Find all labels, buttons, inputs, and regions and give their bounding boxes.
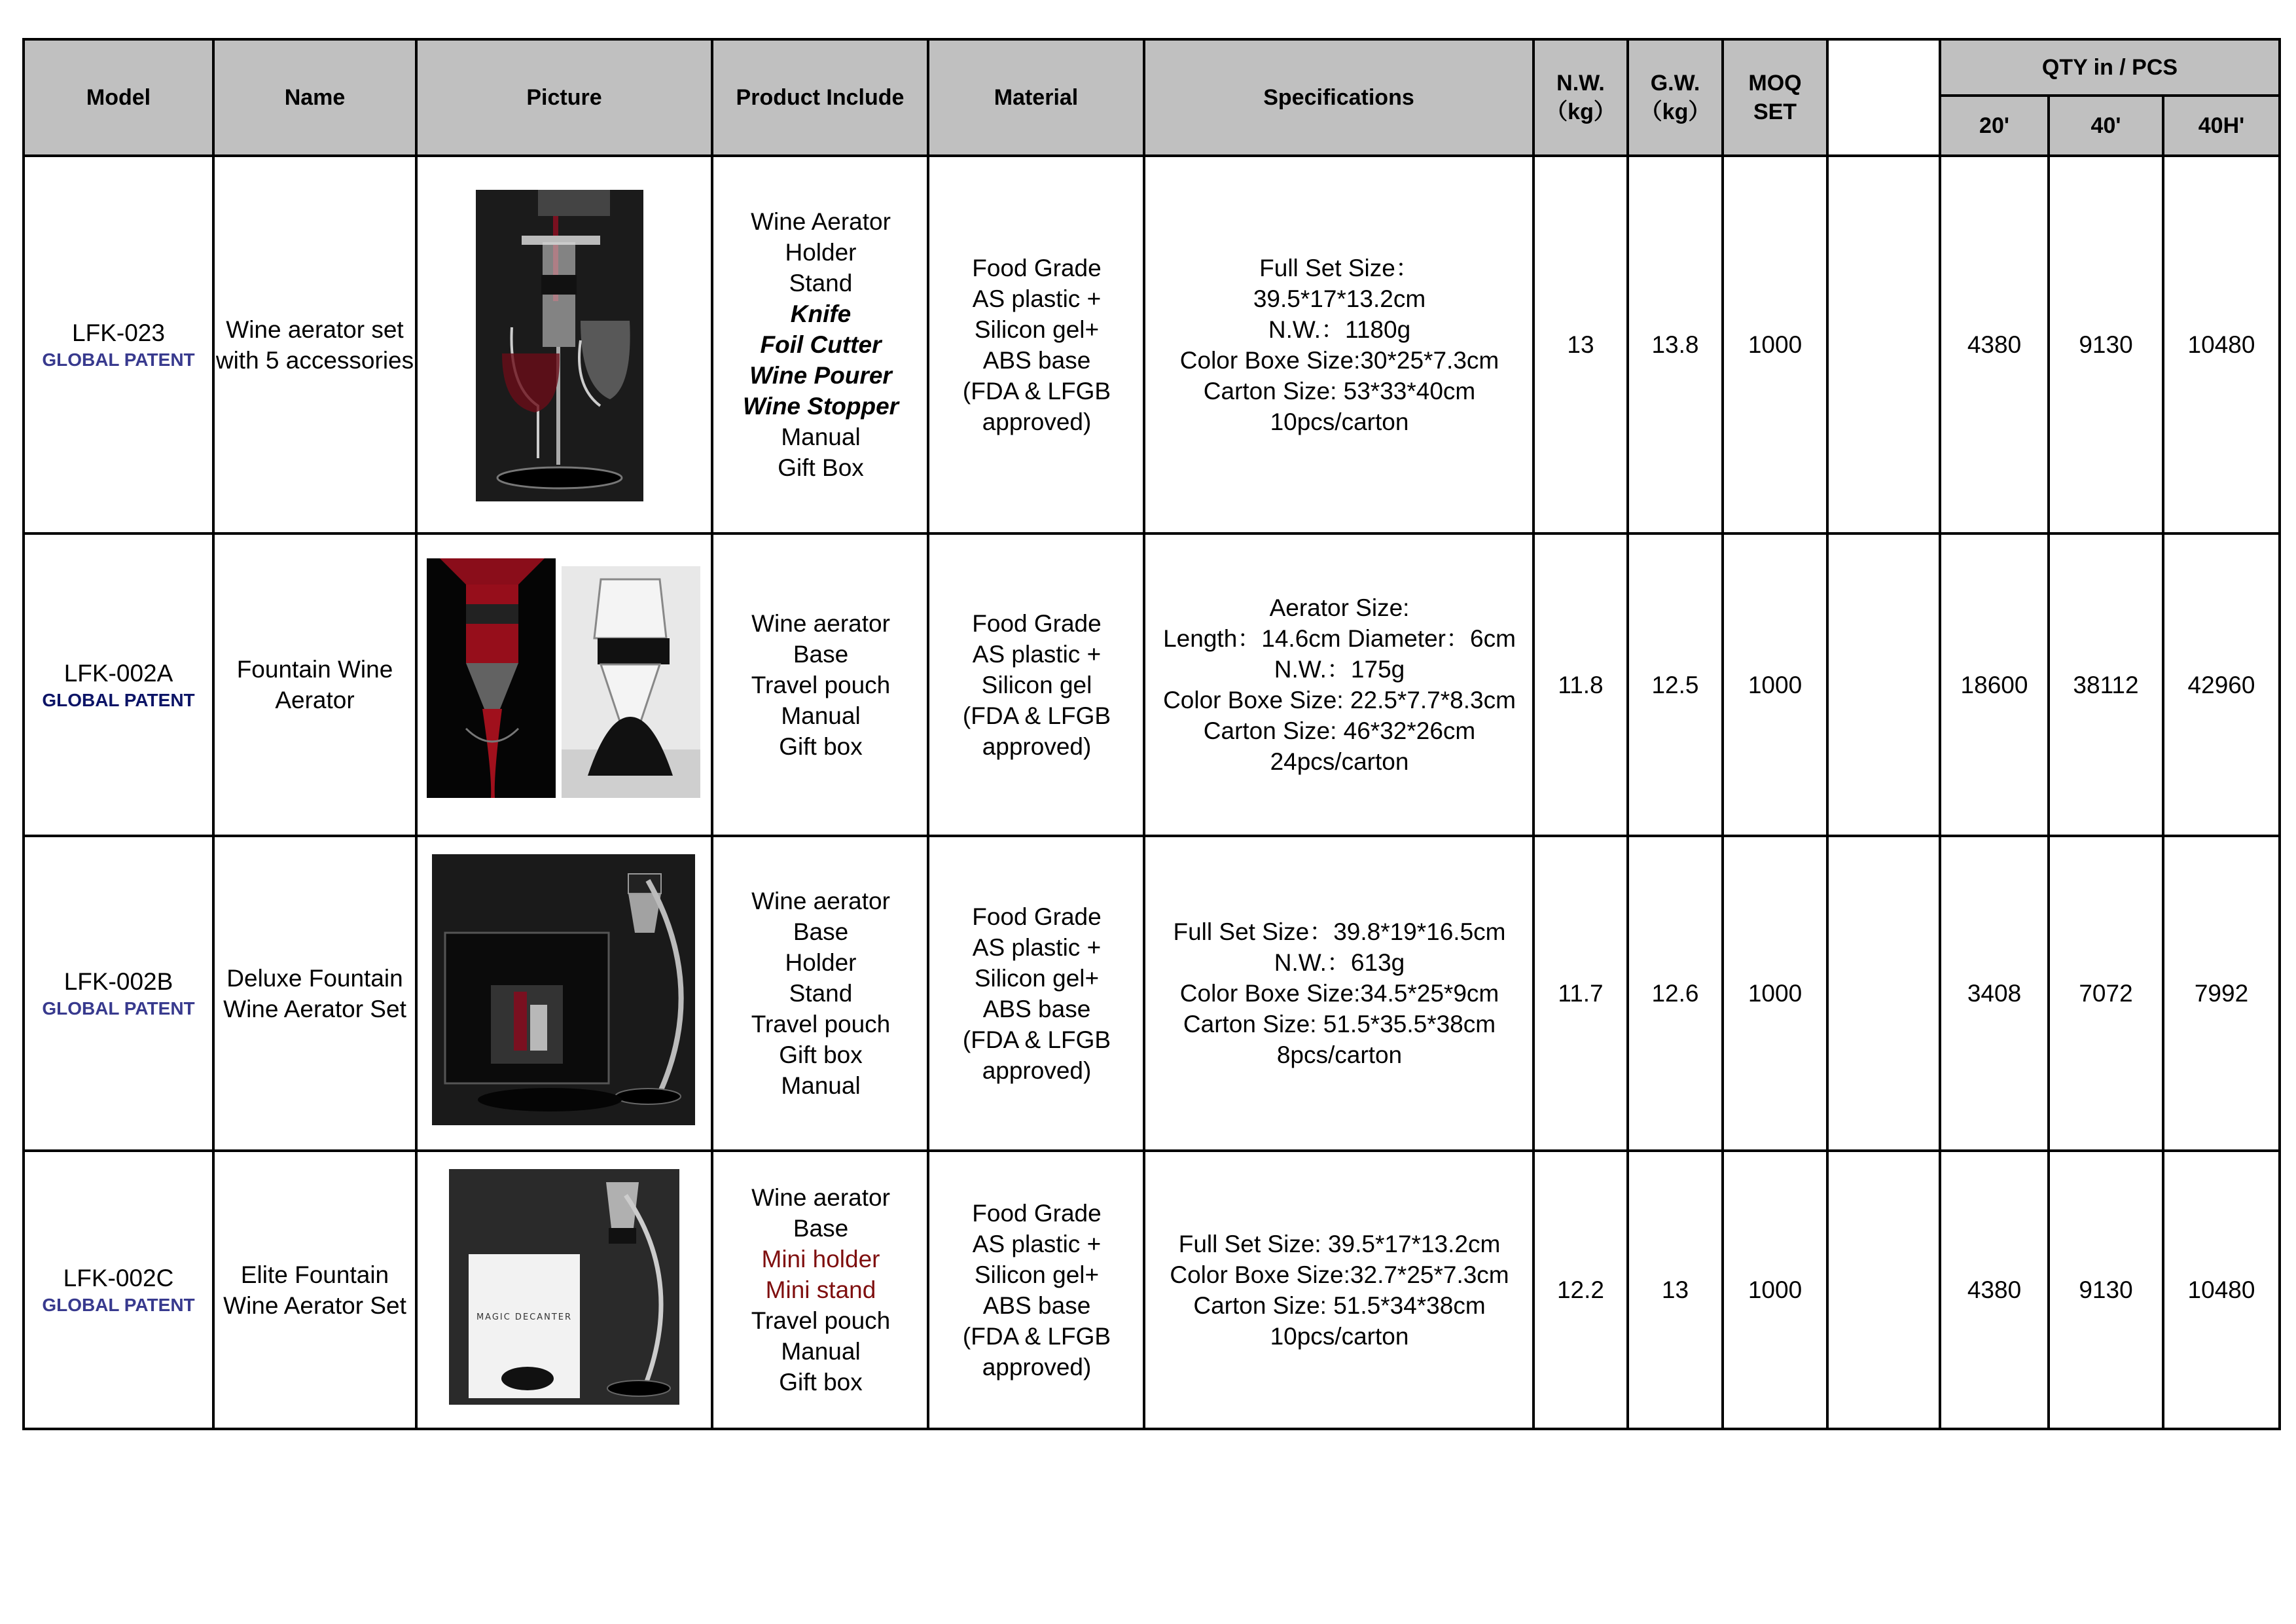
header-qty-40h: 40H'	[2163, 96, 2280, 156]
header-blank	[1827, 39, 1940, 156]
material-line: (FDA & LFGB	[962, 702, 1111, 729]
specs-cell	[1144, 1151, 1534, 1429]
include-item: Stand	[789, 980, 853, 1007]
gw-cell: 12.6	[1628, 836, 1723, 1151]
include-item: Wine aerator	[751, 609, 890, 637]
material-line: Silicon gel	[981, 671, 1092, 698]
model-cell	[24, 533, 213, 836]
include-cell	[712, 836, 928, 1151]
nw-cell: 13	[1534, 156, 1628, 533]
material-cell	[928, 156, 1144, 533]
model-code: LFK-023	[72, 319, 165, 346]
include-item: Gift box	[779, 732, 863, 760]
spec-line: 39.5*17*13.2cm	[1253, 285, 1426, 312]
include-item: Gift box	[779, 1369, 863, 1396]
header-picture: Picture	[416, 39, 712, 156]
specs-cell	[1144, 156, 1534, 533]
table-row	[24, 836, 2280, 1151]
nw-cell: 11.7	[1534, 836, 1628, 1151]
patent-label: GLOBAL PATENT	[42, 689, 195, 710]
product-photo	[427, 558, 556, 798]
moq-cell: 1000	[1723, 836, 1827, 1151]
material-line: Silicon gel+	[974, 964, 1100, 992]
material-line: Silicon gel+	[974, 316, 1100, 343]
material-line: ABS base	[982, 995, 1091, 1022]
header-nw-line1: N.W.	[1556, 71, 1605, 96]
blank-cell	[1827, 533, 1940, 836]
header-material: Material	[928, 39, 1144, 156]
spec-line: Carton Size: 53*33*40cm	[1203, 377, 1476, 405]
qty-40h-cell: 7992	[2163, 836, 2280, 1151]
patent-label: GLOBAL PATENT	[42, 350, 195, 370]
qty-40-cell: 9130	[2049, 1151, 2163, 1429]
name-cell: Deluxe Fountain Wine Aerator Set	[213, 836, 416, 1151]
header-gw-line2: （kg）	[1640, 99, 1711, 124]
name-cell: Fountain Wine Aerator	[213, 533, 416, 836]
include-item: Travel pouch	[751, 1011, 891, 1038]
include-item: Gift box	[779, 1041, 863, 1068]
gw-cell: 12.5	[1628, 533, 1723, 836]
material-line: AS plastic +	[972, 1230, 1102, 1257]
include-item: Knife	[790, 300, 852, 327]
qty-40h-cell: 42960	[2163, 533, 2280, 836]
spec-line: Carton Size: 51.5*34*38cm	[1193, 1291, 1486, 1319]
include-item: Travel pouch	[751, 671, 891, 698]
nw-cell: 12.2	[1534, 1151, 1628, 1429]
include-item: Manual	[781, 1072, 861, 1099]
header-nw-line2: （kg）	[1545, 99, 1616, 124]
model-cell	[24, 156, 213, 533]
picture-cell	[416, 1151, 712, 1429]
header-model: Model	[24, 39, 213, 156]
moq-cell: 1000	[1723, 156, 1827, 533]
material-line: AS plastic +	[972, 933, 1102, 961]
header-moq-line1: MOQ	[1748, 71, 1802, 96]
material-line: approved)	[982, 1056, 1092, 1084]
blank-cell	[1827, 156, 1940, 533]
qty-20-cell: 4380	[1940, 1151, 2049, 1429]
material-line: Food Grade	[972, 1199, 1102, 1227]
material-line: Food Grade	[972, 254, 1102, 281]
blank-cell	[1827, 836, 1940, 1151]
patent-label: GLOBAL PATENT	[42, 1295, 195, 1315]
spec-line: 10pcs/carton	[1270, 1322, 1409, 1350]
picture-cell	[416, 156, 712, 533]
include-item: Holder	[785, 239, 857, 266]
include-cell	[712, 156, 928, 533]
header-moq	[1723, 39, 1827, 156]
header-qty-40: 40'	[2049, 96, 2163, 156]
product-photo	[432, 854, 695, 1125]
include-item: Manual	[781, 1338, 861, 1365]
spec-line: Full Set Size: 39.5*17*13.2cm	[1178, 1230, 1501, 1257]
spec-line: Aerator Size:	[1269, 594, 1410, 621]
include-item: Manual	[781, 702, 861, 729]
product-photo	[562, 566, 700, 798]
include-item: Wine Aerator	[751, 208, 891, 235]
spec-line: N.W.：175g	[1274, 656, 1405, 683]
moq-cell: 1000	[1723, 1151, 1827, 1429]
qty-40-cell: 7072	[2049, 836, 2163, 1151]
header-moq-line2: SET	[1753, 99, 1797, 124]
specs-cell	[1144, 533, 1534, 836]
include-cell	[712, 1151, 928, 1429]
table-row	[24, 1151, 2280, 1429]
spec-line: Carton Size: 51.5*35.5*38cm	[1183, 1011, 1496, 1038]
include-item: Holder	[785, 949, 857, 976]
blank-cell	[1827, 1151, 1940, 1429]
material-line: approved)	[982, 408, 1092, 435]
material-line: AS plastic +	[972, 285, 1102, 312]
material-line: AS plastic +	[972, 640, 1102, 668]
qty-40-cell: 9130	[2049, 156, 2163, 533]
include-item: Wine aerator	[751, 888, 890, 914]
name-cell: Elite Fountain Wine Aerator Set	[213, 1151, 416, 1429]
header-specifications: Specifications	[1144, 39, 1534, 156]
qty-20-cell: 4380	[1940, 156, 2049, 533]
include-item: Foil Cutter	[760, 331, 882, 358]
spec-line: Carton Size: 46*32*26cm	[1203, 717, 1476, 744]
include-item: Wine Pourer	[749, 362, 892, 389]
header-gw-line1: G.W.	[1650, 71, 1700, 96]
spec-line: Full Set Size：	[1259, 254, 1420, 281]
material-cell	[928, 1151, 1144, 1429]
qty-20-cell: 18600	[1940, 533, 2049, 836]
spec-line: 8pcs/carton	[1276, 1041, 1403, 1068]
include-item: Base	[793, 1215, 849, 1242]
include-item: Wine aerator	[751, 1184, 890, 1211]
model-cell	[24, 1151, 213, 1429]
spec-line: N.W.：1180g	[1268, 316, 1411, 343]
include-cell	[712, 533, 928, 836]
spec-line: Color Boxe Size:34.5*25*9cm	[1179, 980, 1499, 1007]
include-item: Base	[793, 640, 849, 668]
include-item: Mini stand	[765, 1276, 876, 1303]
material-line: approved)	[982, 1353, 1092, 1380]
include-item: Wine Stopper	[742, 393, 899, 420]
material-line: Food Grade	[972, 903, 1102, 930]
header-nw	[1534, 39, 1628, 156]
photo-box-label: MAGIC DECANTER	[476, 1312, 573, 1322]
model-cell	[24, 836, 213, 1151]
header-gw	[1628, 39, 1723, 156]
include-item: Base	[793, 918, 849, 945]
product-table	[22, 38, 2281, 1430]
material-cell	[928, 533, 1144, 836]
header-qty: QTY in / PCS	[1940, 39, 2280, 96]
material-line: ABS base	[982, 346, 1091, 374]
qty-40h-cell: 10480	[2163, 1151, 2280, 1429]
spec-line: Color Boxe Size: 22.5*7.7*8.3cm	[1163, 687, 1516, 713]
picture-cell	[416, 836, 712, 1151]
include-item: Stand	[789, 270, 853, 297]
material-line: ABS base	[982, 1291, 1091, 1319]
spec-line: Length：14.6cm Diameter：6cm	[1163, 625, 1516, 652]
model-code: LFK-002B	[63, 968, 173, 995]
header-qty-20: 20'	[1940, 96, 2049, 156]
spec-line: N.W.：613g	[1274, 949, 1405, 976]
header-product-include: Product Include	[712, 39, 928, 156]
header-name: Name	[213, 39, 416, 156]
picture-cell	[416, 533, 712, 836]
moq-cell: 1000	[1723, 533, 1827, 836]
spec-line: 10pcs/carton	[1270, 408, 1409, 435]
qty-20-cell: 3408	[1940, 836, 2049, 1151]
gw-cell: 13.8	[1628, 156, 1723, 533]
material-line: (FDA & LFGB	[962, 1026, 1111, 1053]
material-cell	[928, 836, 1144, 1151]
spec-line: Color Boxe Size:32.7*25*7.3cm	[1170, 1261, 1509, 1288]
material-line: Silicon gel+	[974, 1261, 1100, 1288]
qty-40h-cell: 10480	[2163, 156, 2280, 533]
spec-line: 24pcs/carton	[1270, 748, 1409, 775]
spec-line: Color Boxe Size:30*25*7.3cm	[1179, 346, 1499, 374]
include-item: Manual	[781, 424, 861, 450]
patent-label: GLOBAL PATENT	[42, 998, 195, 1019]
model-code: LFK-002A	[63, 659, 173, 687]
product-photo	[449, 1169, 679, 1405]
material-line: (FDA & LFGB	[962, 377, 1111, 405]
specs-cell	[1144, 836, 1534, 1151]
spec-line: Full Set Size：39.8*19*16.5cm	[1173, 918, 1506, 945]
nw-cell: 11.8	[1534, 533, 1628, 836]
material-line: Food Grade	[972, 609, 1102, 637]
table-row	[24, 156, 2280, 533]
model-code: LFK-002C	[63, 1265, 174, 1291]
include-item: Travel pouch	[751, 1307, 891, 1334]
product-photo	[476, 190, 643, 501]
name-cell: Wine aerator set with 5 accessories	[213, 156, 416, 533]
include-item: Gift Box	[778, 454, 864, 481]
qty-40-cell: 38112	[2049, 533, 2163, 836]
material-line: approved)	[982, 732, 1092, 760]
include-item: Mini holder	[761, 1246, 880, 1272]
table-row	[24, 533, 2280, 836]
material-line: (FDA & LFGB	[962, 1322, 1111, 1350]
gw-cell: 13	[1628, 1151, 1723, 1429]
